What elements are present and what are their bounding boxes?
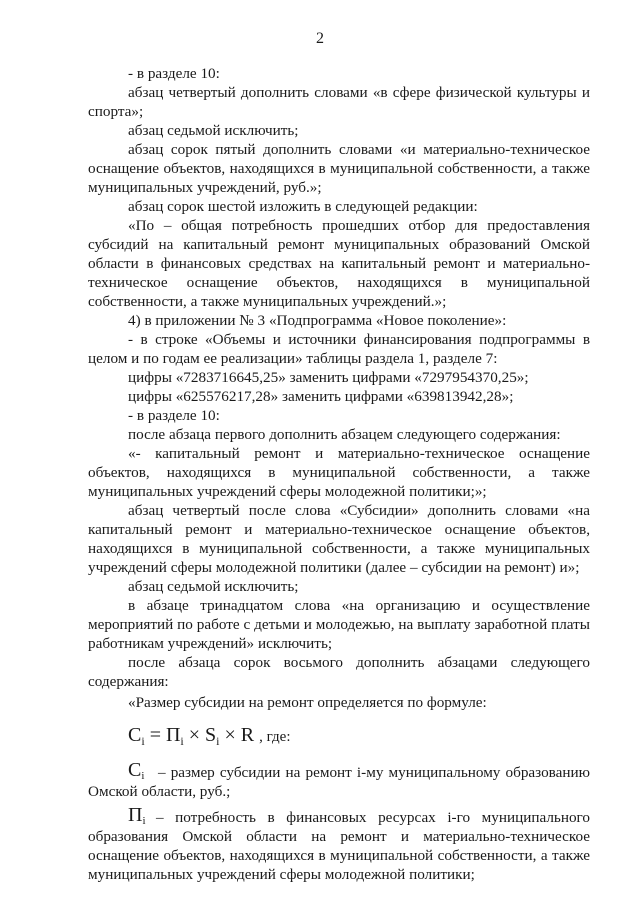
text-line: техническое оснащение объектов, находящихся в муниципальной — [88, 274, 590, 291]
text-line: цифры «625576217,28» заменить цифрами «639813942,28»; — [128, 388, 514, 405]
text-line: абзац сорок шестой изложить в следующей редакции: — [128, 198, 478, 215]
text-line: муниципальных учреждений сферы молодежной политики;»; — [88, 483, 487, 500]
text-line: образования Омской области на ремонт и материально-техническое — [88, 828, 590, 845]
text-line: в абзаце тринадцатом слова «на организацию и осуществление — [128, 597, 590, 614]
text-line: абзац четвертый после слова «Субсидии» дополнить словами «на — [128, 502, 590, 519]
text-line: оснащение объектов, находящихся в муниципальной собственности, а также — [88, 847, 590, 864]
text-line: содержания: — [88, 673, 169, 690]
text-line: - в разделе 10: — [128, 407, 220, 424]
text-line: находящихся в муниципальной собственности, а также муниципальных — [88, 540, 590, 557]
text-line: капитальный ремонт и материально-техническое оснащение объектов, — [88, 521, 590, 538]
text-line: – размер субсидии на ремонт i-му муниципальному образованию — [158, 764, 590, 781]
text-line: абзац седьмой исключить; — [128, 122, 299, 139]
text-line: спорта»; — [88, 103, 144, 120]
text-line: целом и по годам ее реализации» таблицы раздела 1, разделе 7: — [88, 350, 498, 367]
formula-sub: i — [180, 734, 184, 748]
text-line: – потребность в финансовых ресурсах i-го муниципального — [156, 809, 590, 826]
text-line: мероприятий по работе с детьми и молодежью, на выплату заработной платы — [88, 616, 590, 633]
text-line: «- капитальный ремонт и материально-техническое оснащение — [128, 445, 590, 462]
formula-r: × R — [224, 724, 255, 746]
text-line: «По – общая потребность прошедших отбор для предоставления — [128, 217, 590, 234]
formula-sub: i — [141, 734, 145, 748]
text-line: области в финансовых средствах на капитальный ремонт и материально- — [88, 255, 590, 272]
formula-eq: = П — [149, 724, 181, 746]
text-line: объектов, находящихся в муниципальной собственности, а также — [88, 464, 590, 481]
text-line: собственности, а также муниципальных учреждений.»; — [88, 293, 447, 310]
text-line: после абзаца сорок восьмого дополнить абзацами следующего — [128, 654, 590, 671]
text-line: цифры «7283716645,25» заменить цифрами «7297954370,25»; — [128, 369, 529, 386]
text-line: Омской области, руб.; — [88, 783, 231, 800]
text-line: абзац четвертый дополнить словами «в сфере физической культуры и — [128, 84, 590, 101]
text-line: оснащение объектов, находящихся в муниципальной собственности, а также — [88, 160, 590, 177]
text-line: «Размер субсидии на ремонт определяется по формуле: — [128, 694, 487, 711]
text-line: 4) в приложении № 3 «Подпрограмма «Новое поколение»: — [128, 312, 507, 329]
text-line: учреждений сферы молодежной политики (далее – субсидии на ремонт) и»; — [88, 559, 580, 576]
symbol-c: $C_i$ — [128, 759, 145, 782]
text-line: муниципальных учреждений, руб.»; — [88, 179, 322, 196]
formula-tail: , где: — [259, 729, 291, 745]
symbol-p: $П_i$ — [128, 804, 146, 827]
page-number: 2 — [316, 30, 324, 47]
formula-sub: i — [216, 734, 220, 748]
text-line: муниципальных учреждений сферы молодежной политики; — [88, 866, 475, 883]
text-line: - в разделе 10: — [128, 65, 220, 82]
text-line: после абзаца первого дополнить абзацем следующего содержания: — [128, 426, 561, 443]
text-line: работникам учреждений» исключить; — [88, 635, 333, 652]
formula-c: C — [128, 724, 142, 746]
text-line: - в строке «Объемы и источники финансирования подпрограммы в — [128, 331, 590, 348]
text-line: абзац седьмой исключить; — [128, 578, 299, 595]
formula-s: × S — [188, 724, 217, 746]
text-line: абзац сорок пятый дополнить словами «и материально-техническое — [128, 141, 590, 158]
text-line: субсидий на капитальный ремонт муниципальных образований Омской — [88, 236, 590, 253]
